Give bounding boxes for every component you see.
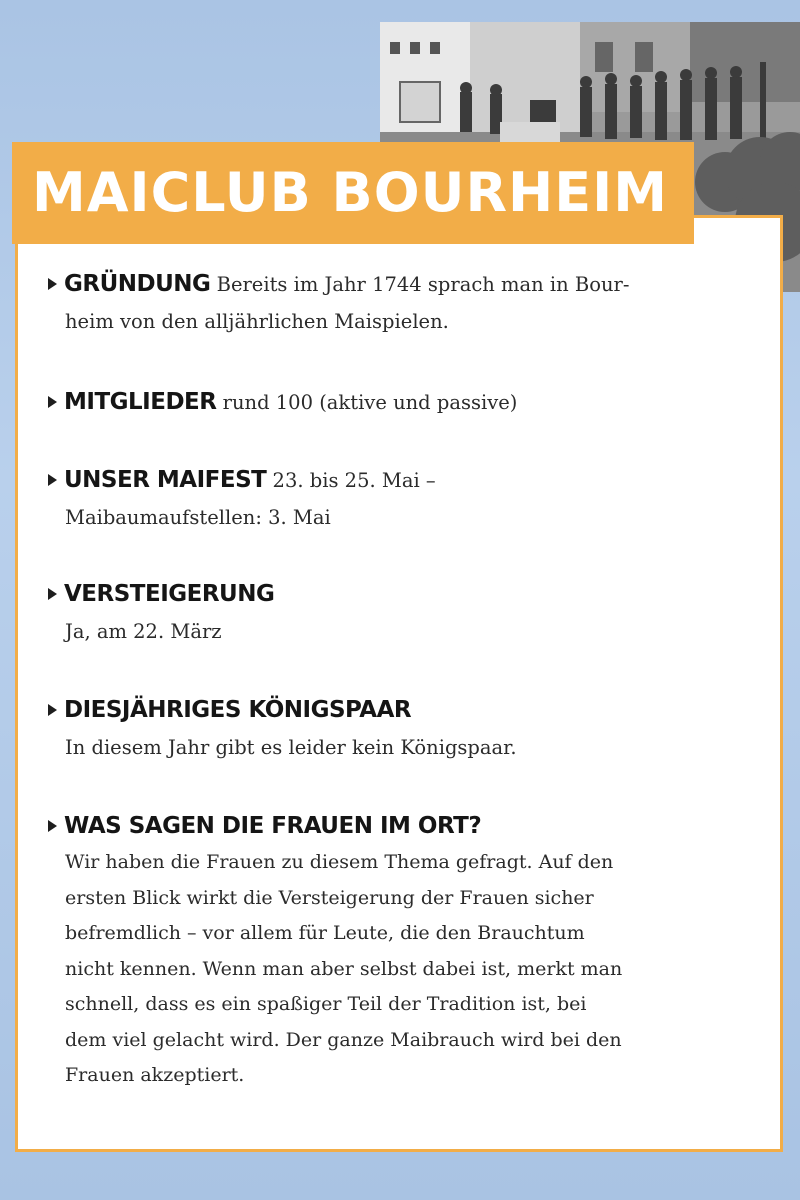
page-title: MAICLUB BOURHEIM bbox=[32, 161, 668, 224]
body-line: nicht kennen. Wenn man aber selbst dabei ist, merkt man bbox=[65, 957, 623, 980]
bullet-arrow-icon bbox=[48, 588, 57, 600]
entry-gruendung bbox=[48, 266, 748, 340]
body-line: befremdlich – vor allem für Leute, die den Brauchtum bbox=[65, 922, 585, 944]
bullet-arrow-icon bbox=[48, 396, 57, 408]
entry-inline-text: 23. bis 25. Mai – bbox=[266, 469, 436, 492]
entry-frauen bbox=[48, 808, 748, 1094]
bullet-arrow-icon bbox=[48, 820, 57, 832]
entry-body bbox=[48, 845, 748, 1094]
entry-heading: UNSER MAIFEST bbox=[64, 467, 267, 493]
entry-inline-text: rund 100 (aktive und passive) bbox=[216, 391, 518, 414]
body-line: ersten Blick wirkt die Versteigerung der Frauen sicher bbox=[65, 886, 594, 909]
entry-versteigerung bbox=[48, 576, 748, 650]
body-line: dem viel gelacht wird. Der ganze Maibrauch wird bei den bbox=[65, 1028, 622, 1051]
body-line: Wir haben die Frauen zu diesem Thema gefragt. Auf den bbox=[65, 851, 614, 873]
entry-heading: WAS SAGEN DIE FRAUEN IM ORT? bbox=[64, 813, 482, 839]
entry-heading: DIESJÄHRIGES KÖNIGSPAAR bbox=[64, 697, 412, 723]
bullet-arrow-icon bbox=[48, 278, 57, 290]
entry-maifest bbox=[48, 462, 748, 536]
entry-body: heim von den alljährlichen Maispielen. bbox=[65, 310, 449, 333]
bullet-arrow-icon bbox=[48, 474, 57, 486]
entry-body: Maibaumaufstellen: 3. Mai bbox=[65, 506, 331, 529]
bullet-arrow-icon bbox=[48, 704, 57, 716]
entry-heading: GRÜNDUNG bbox=[64, 271, 211, 297]
entry-heading: MITGLIEDER bbox=[64, 389, 217, 415]
entry-inline-text: Bereits im Jahr 1744 sprach man in Bour- bbox=[210, 273, 630, 296]
entry-koenigspaar bbox=[48, 692, 748, 766]
title-banner bbox=[12, 142, 694, 244]
entry-mitglieder bbox=[48, 384, 748, 421]
body-line: Frauen akzeptiert. bbox=[65, 1064, 245, 1086]
body-line: schnell, dass es ein spaßiger Teil der Tradition ist, bei bbox=[65, 993, 587, 1015]
entry-body: In diesem Jahr gibt es leider kein Königspaar. bbox=[65, 736, 517, 759]
entry-heading: VERSTEIGERUNG bbox=[64, 581, 275, 607]
entry-body: Ja, am 22. März bbox=[65, 620, 222, 643]
